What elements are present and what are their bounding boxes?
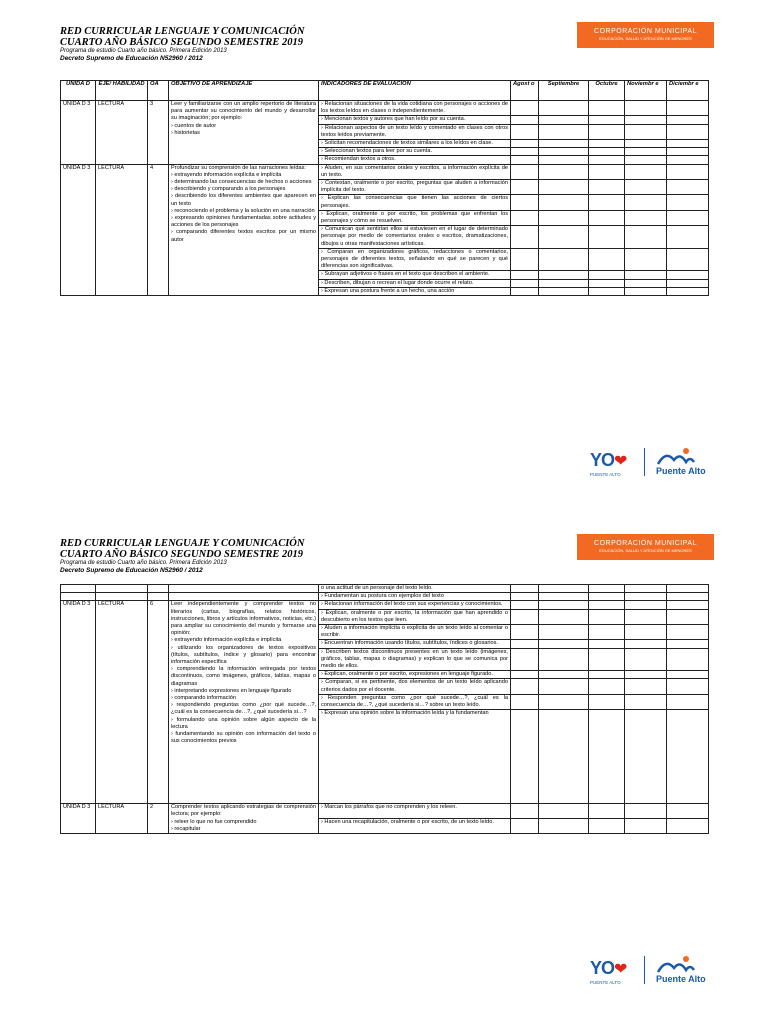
table-row — [61, 164, 709, 179]
objective-text: Comprender textos aplicando estrategias de comprensión lectora; por ejemplo: — [171, 804, 316, 818]
document-header — [60, 538, 304, 575]
objective-text: Leer y familiarizarse con un amplio repertorio de literatura para aumentar su conocimiento del mundo y desarrollar su imaginación; por ejemplo: — [171, 101, 316, 122]
indicator-cell: › Aluden a información implícita o explícita de un texto leído al comentar o escribir. — [319, 625, 511, 640]
objective-bullet: › respondiendo preguntas como ¿por qué sucede…?, ¿cuál es la consecuencia de…?, ¿qué sucedería si…? — [171, 702, 316, 716]
eje-cell: LECTURA — [96, 101, 148, 165]
table-row — [61, 601, 709, 609]
oa-cell: 3 — [148, 101, 169, 165]
eje-cell: LECTURA — [96, 601, 148, 804]
corporation-banner — [577, 534, 714, 560]
col-diciembre: Diciembr e — [667, 81, 709, 101]
indicator-cell: › Relacionan situaciones de la vida cotidiana con personajes o acciones de los textos leídos en clases o independientemente. — [319, 101, 511, 116]
indicator-cell: › Explican, oralmente o por escrito, los problemas que enfrentan los personajes y cómo se resuelven. — [319, 210, 511, 225]
indicator-cell: › Seleccionan textos para leer por su cuenta. — [319, 148, 511, 156]
yo-text: YO — [590, 958, 615, 978]
header-row — [61, 81, 709, 101]
page-2 — [0, 512, 768, 1024]
mountain-sun-icon — [656, 446, 696, 466]
objective-cell — [169, 101, 319, 165]
yo-text: YO — [590, 450, 615, 470]
heart-icon: ❤ — [614, 453, 628, 470]
table-row — [61, 804, 709, 819]
objective-bullet: › formulando una opinión sobre algún aspecto de la lectura — [171, 716, 316, 730]
curriculum-table-continued — [60, 584, 709, 834]
objective-bullet: › releer lo que no fue comprendido — [171, 818, 257, 825]
title-line-2: CUARTO AÑO BÁSICO SEGUNDO SEMESTRE 2019 — [60, 549, 304, 560]
program-subtitle: Programa de estudio Cuarto año básico. Primera Edición 2013 — [60, 48, 227, 54]
yo-subtitle: PUENTE ALTO — [590, 472, 621, 477]
indicator-cell: › Explican, oralmente o por escrito, expresiones en lenguaje figurado. — [319, 671, 511, 679]
title-line-1: RED CURRICULAR LENGUAJE Y COMUNICACIÓN — [60, 538, 305, 549]
indicator-cell: › Responden preguntas como ¿por qué sucede…?, ¿cuál es la consecuencia de…?, ¿qué sucedería si…? sobre un texto leído. — [319, 694, 511, 709]
decree-line: Decreto Supremo de Educación N52960 / 2012 — [60, 567, 203, 574]
col-oa: OA — [148, 81, 169, 101]
col-indicadores: INDICADORES DE EVALUACIÓN — [319, 81, 511, 101]
eje-cell: LECTURA — [96, 164, 148, 295]
col-objetivo: OBJETIVO DE APRENDIZAJE — [169, 81, 319, 101]
indicator-cell: › Describen textos discontinuos presentes en un texto leído (imágenes, gráficos, tablas, mapas o diagramas) y explican lo que se comunica por medio de ellos. — [319, 648, 511, 671]
puente-alto-logo — [590, 444, 750, 482]
indicator-cell: › Hacen una recapitulación, oralmente o por escrito, de un texto leído. — [319, 819, 511, 834]
mountain-sun-icon — [656, 954, 696, 974]
corp-name: CORPORACIÓN MUNICIPAL — [594, 540, 697, 547]
indicator-cell: › Expresan una postura frente a un hecho, una acción — [319, 287, 511, 295]
oa-cell: 4 — [148, 164, 169, 295]
indicator-cell: › Marcan los párrafos que no comprenden y los releen. — [319, 804, 511, 819]
indicator-cell: › Comparan en organizadores gráficos, redacciones o comentarios, personajes de diferentes textos, señalando en qué se parecen y qué diferencias son significativas. — [319, 248, 511, 271]
indicator-cell: › Comparan, si es pertinente, dos elementos de un texto leído aplicando criterios dados por el docente. — [319, 679, 511, 694]
indicator-cell: › Describen, dibujan o recrean el lugar donde ocurre el relato. — [319, 279, 511, 287]
document-header — [60, 26, 304, 63]
indicator-cell: › Comunican qué sentirían ellos si estuviesen en el lugar de determinado personaje por medio de comentarios orales o escritos, dramatizaciones, dibujos u otras manifestaciones artísticas. — [319, 226, 511, 249]
indicator-cell: › Relacionan aspectos de un texto leído y comentado en clases con otros textos leídos previamente. — [319, 124, 511, 139]
indicator-cell: › Explican, oralmente o por escrito, la información que han aprendido o descubierto en los textos que leen. — [319, 609, 511, 624]
objective-bullet: › comparando información — [171, 695, 236, 702]
oa-cell: 2 — [148, 804, 169, 834]
unidad-cell: UNIDA D 3 — [61, 601, 96, 804]
objective-bullet: › describiendo y comparando a los personajes — [171, 186, 286, 193]
brand-text: Puente Alto — [656, 974, 706, 984]
table-row — [61, 585, 709, 593]
objective-bullet: › historietas — [171, 129, 200, 136]
objective-bullet: › interpretando expresiones en lenguaje figurado — [171, 687, 292, 694]
objective-bullet: › comparando diferentes textos escritos por un mismo autor — [171, 229, 316, 243]
heart-icon: ❤ — [614, 961, 628, 978]
program-subtitle: Programa de estudio Cuarto año básico. Primera Edición 2013 — [60, 560, 227, 566]
puente-alto-logo — [590, 952, 750, 990]
indicator-cell: › Fundamentan su postura con ejemplos del texto — [319, 593, 511, 601]
corp-name: CORPORACIÓN MUNICIPAL — [594, 28, 697, 35]
col-unidad: UNIDA D — [61, 81, 96, 101]
unidad-cell: UNIDA D 3 — [61, 804, 96, 834]
unidad-cell: UNIDA D 3 — [61, 101, 96, 165]
objective-cell — [169, 804, 319, 834]
col-noviembre: Noviembr e — [625, 81, 667, 101]
yo-subtitle: PUENTE ALTO — [590, 980, 621, 985]
objective-bullet: › recapitular — [171, 825, 201, 832]
title-line-2: CUARTO AÑO BÁSICO SEGUNDO SEMESTRE 2019 — [60, 37, 304, 48]
eje-cell: LECTURA — [96, 804, 148, 834]
curriculum-table — [60, 80, 709, 296]
col-octubre: Octubre — [589, 81, 625, 101]
objective-bullet: › extrayendo información explícita e implícita — [171, 637, 282, 644]
objective-bullet: › extrayendo información explícita e implícita — [171, 171, 282, 178]
objective-bullet: › fundamentando su opinión con información del texto o sus conocimientos previos — [171, 731, 316, 745]
logo-divider — [644, 956, 645, 984]
yo-puente-alto-logo — [590, 450, 628, 477]
indicator-cell: › Mencionan textos y autores que han leído por su cuenta. — [319, 116, 511, 124]
table-row — [61, 593, 709, 601]
objective-bullet: › expresando opiniones fundamentadas sobre actitudes y acciones de los personajes — [171, 215, 316, 229]
indicator-cell: › Recomiendan textos a otros. — [319, 156, 511, 164]
title-line-1: RED CURRICULAR LENGUAJE Y COMUNICACIÓN — [60, 26, 305, 37]
corp-tagline: EDUCACIÓN, SALUD Y ATENCIÓN DE MENORES — [599, 36, 692, 41]
objective-text: Profundizar su comprensión de las narraciones leídas: — [171, 164, 306, 171]
col-septiembre: Septiembre — [539, 81, 589, 101]
indicator-cell: › Explican las consecuencias que tienen las acciones de ciertos personajes. — [319, 195, 511, 210]
municipal-logo — [656, 446, 706, 476]
municipal-logo — [656, 954, 706, 984]
corporation-banner — [577, 22, 714, 48]
objective-text: Leer independientemente y comprender textos no literarios (cartas, biografías, relatos históricos, instrucciones, libros y artículos informativos, noticias, etc.) para ampliar su conocimiento del mundo y formarse una opinión: — [171, 601, 316, 637]
objective-cell — [169, 164, 319, 295]
objective-bullet: › determinando las consecuencias de hechos o acciones — [171, 179, 312, 186]
objective-bullet: › reconociendo el problema y la solución en una narración — [171, 207, 315, 214]
objective-cell — [169, 601, 319, 804]
indicator-cell: › Solicitan recomendaciones de textos similares a los leídos en clase. — [319, 140, 511, 148]
objective-bullet: › cuentos de autor — [171, 122, 217, 129]
oa-cell: 6 — [148, 601, 169, 804]
decree-line: Decreto Supremo de Educación N52960 / 2012 — [60, 55, 203, 62]
indicator-cell: › Aluden, en sus comentarios orales y escritos, a información explícita de un texto. — [319, 164, 511, 179]
corp-tagline: EDUCACIÓN, SALUD Y ATENCIÓN DE MENORES — [599, 548, 692, 553]
col-eje: EJE/ HABILIDAD — [96, 81, 148, 101]
indicator-cell: › Encuentran información usando títulos, subtítulos, índices o glosarios. — [319, 640, 511, 648]
indicator-cell: › Expresan una opinión sobre la información leída y la fundamentan — [319, 710, 511, 804]
objective-bullet: › comprendiendo la información entregada por textos discontinuos, como imágenes, gráficos, tablas, mapas o diagramas — [171, 666, 316, 687]
objective-bullet: › utilizando los organizadores de textos expositivos (títulos, subtítulos, índice y glosario) para encontrar información específica — [171, 644, 316, 666]
yo-puente-alto-logo — [590, 958, 628, 985]
unidad-cell: UNIDA D 3 — [61, 164, 96, 295]
indicator-cell: › Subrayan adjetivos o frases en el texto que describen el ambiente. — [319, 271, 511, 279]
table-row — [61, 101, 709, 116]
indicator-cell: o una actitud de un personaje del texto leído. — [319, 585, 511, 593]
indicator-cell: › Relacionan información del texto con sus experiencias y conocimientos. — [319, 601, 511, 609]
objective-bullet: › describiendo los diferentes ambientes que aparecen en un texto — [171, 193, 316, 207]
indicator-cell: › Contestan, oralmente o por escrito, preguntas que aluden a información implícita del texto. — [319, 180, 511, 195]
logo-divider — [644, 448, 645, 476]
col-agosto: Agost o — [511, 81, 539, 101]
brand-text: Puente Alto — [656, 466, 706, 476]
